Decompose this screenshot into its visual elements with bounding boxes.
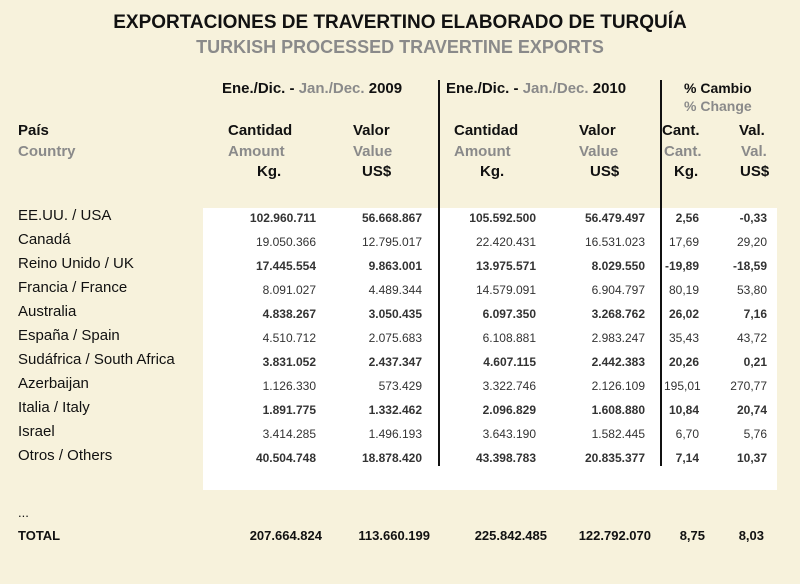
change-val-cell: 43,72 [736, 331, 767, 345]
change-val-cell: 0,21 [743, 355, 767, 369]
qty-2009-cell: 4.838.267 [262, 307, 316, 321]
change-qty-cell: 2,56 [675, 211, 699, 225]
title-spanish: EXPORTACIONES DE TRAVERTINO ELABORADO DE TURQUÍA [113, 12, 687, 33]
val-2009-cell: 2.075.683 [368, 331, 422, 345]
qty-2009-cell: 3.831.052 [262, 355, 316, 369]
val-2009-cell: 9.863.001 [368, 259, 422, 273]
val-2010-header-es: Valor [579, 122, 616, 139]
cval-header-en: Val. [741, 143, 767, 160]
qty-2010-header-es: Cantidad [454, 122, 519, 139]
qty-2010-cell: 6.108.881 [482, 331, 536, 345]
val-2009-cell: 573.429 [378, 379, 422, 393]
data-panel [203, 208, 777, 490]
qty-2009-cell: 19.050.366 [255, 235, 316, 249]
change-qty-cell: 17,69 [668, 235, 699, 249]
qty-2009-cell: 4.510.712 [262, 331, 316, 345]
cqty-unit: Kg. [674, 163, 699, 180]
val-2010-cell: 1.582.445 [591, 427, 645, 441]
period-2010-header [446, 80, 626, 97]
val-2010-cell: 20.835.377 [584, 451, 645, 465]
country-name: Italia / Italy [18, 399, 90, 416]
val-2010-cell: 1.608.880 [591, 403, 645, 417]
val-2010-cell: 2.442.383 [591, 355, 645, 369]
val-2010-cell: 2.983.247 [591, 331, 645, 345]
total-qty-2009: 207.664.824 [249, 528, 322, 543]
period-2010-es: Ene./Dic. - [446, 80, 519, 97]
change-val-cell: 5,76 [743, 427, 767, 441]
val-2010-cell: 3.268.762 [591, 307, 645, 321]
val-2010-cell: 56.479.497 [584, 211, 645, 225]
title-english: TURKISH PROCESSED TRAVERTINE EXPORTS [196, 37, 604, 57]
change-qty-cell: 10,84 [668, 403, 699, 417]
qty-2010-cell: 3.643.190 [482, 427, 536, 441]
qty-2009-cell: 102.960.711 [249, 211, 316, 225]
qty-2010-cell: 6.097.350 [482, 307, 536, 321]
qty-2010-unit: Kg. [480, 163, 505, 180]
val-2009-header-en: Value [353, 143, 393, 160]
val-2009-cell: 18.878.420 [361, 451, 422, 465]
change-val-cell: 20,74 [736, 403, 767, 417]
change-val-cell: 53,80 [736, 283, 767, 297]
total-change-val: 8,03 [738, 528, 764, 543]
qty-2010-cell: 4.607.115 [483, 355, 536, 369]
change-qty-cell: -19,89 [664, 259, 699, 273]
country-name: EE.UU. / USA [18, 207, 112, 224]
val-2010-unit: US$ [590, 163, 620, 180]
qty-2010-header-en: Amount [454, 143, 511, 160]
val-2009-cell: 4.489.344 [368, 283, 422, 297]
qty-2009-cell: 3.414.285 [262, 427, 316, 441]
period-2009-es: Ene./Dic. - [222, 80, 295, 97]
qty-2009-unit: Kg. [257, 163, 282, 180]
country-name: Sudáfrica / South Africa [18, 351, 175, 368]
qty-2009-cell: 40.504.748 [255, 451, 316, 465]
change-qty-cell: 195,01 [664, 379, 701, 393]
qty-2009-cell: 1.891.775 [262, 403, 316, 417]
val-2009-header-es: Valor [353, 122, 390, 139]
country-name: Australia [18, 303, 77, 320]
qty-2010-cell: 3.322.746 [482, 379, 536, 393]
qty-2010-cell: 43.398.783 [475, 451, 536, 465]
val-2009-cell: 3.050.435 [368, 307, 422, 321]
qty-2009-header-en: Amount [228, 143, 285, 160]
qty-2010-cell: 13.975.571 [475, 259, 536, 273]
total-label: TOTAL [18, 528, 61, 543]
val-2010-cell: 2.126.109 [591, 379, 645, 393]
val-2009-cell: 1.332.462 [368, 403, 422, 417]
change-qty-cell: 7,14 [675, 451, 699, 465]
country-name: España / Spain [18, 327, 120, 344]
change-qty-cell: 80,19 [668, 283, 699, 297]
change-val-cell: -18,59 [732, 259, 767, 273]
total-change-qty: 8,75 [679, 528, 705, 543]
val-2009-unit: US$ [362, 163, 392, 180]
qty-2009-cell: 17.445.554 [255, 259, 316, 273]
val-2009-cell: 56.668.867 [361, 211, 422, 225]
total-qty-2010: 225.842.485 [474, 528, 547, 543]
cval-unit: US$ [740, 163, 770, 180]
val-2009-cell: 2.437.347 [368, 355, 422, 369]
change-val-cell: 10,37 [736, 451, 767, 465]
change-val-cell: 29,20 [736, 235, 767, 249]
val-2010-cell: 16.531.023 [584, 235, 645, 249]
total-val-2010: 122.792.070 [578, 528, 651, 543]
change-qty-cell: 35,43 [668, 331, 699, 345]
ellipsis: ... [18, 505, 29, 520]
change-header-es: % Cambio [684, 80, 752, 96]
period-2010-year: 2010 [592, 80, 627, 97]
cval-header-es: Val. [739, 122, 765, 139]
period-2010-en: Jan./Dec. [522, 80, 589, 97]
val-2010-cell: 6.904.797 [591, 283, 645, 297]
change-header-en: % Change [684, 98, 752, 114]
qty-2010-cell: 2.096.829 [482, 403, 536, 417]
country-name: Azerbaijan [18, 375, 89, 392]
country-name: Francia / France [18, 279, 128, 296]
period-2009-en: Jan./Dec. [298, 80, 365, 97]
qty-2010-cell: 14.579.091 [475, 283, 536, 297]
val-2009-cell: 12.795.017 [361, 235, 422, 249]
country-name: Israel [18, 423, 55, 440]
val-2009-cell: 1.496.193 [368, 427, 422, 441]
country-name: Reino Unido / UK [18, 255, 134, 272]
change-qty-cell: 26,02 [668, 307, 699, 321]
country-name: Otros / Others [18, 447, 113, 464]
change-val-cell: 270,77 [730, 379, 767, 393]
change-qty-cell: 6,70 [675, 427, 699, 441]
qty-2010-cell: 22.420.431 [475, 235, 536, 249]
val-2010-cell: 8.029.550 [591, 259, 645, 273]
qty-2009-header-es: Cantidad [228, 122, 293, 139]
divider-2009-2010 [438, 80, 440, 466]
country-name: Canadá [18, 231, 71, 248]
total-val-2009: 113.660.199 [358, 528, 430, 543]
period-2009-year: 2009 [368, 80, 403, 97]
period-2009-header [222, 80, 402, 97]
qty-2010-cell: 105.592.500 [469, 211, 536, 225]
change-qty-cell: 20,26 [668, 355, 699, 369]
country-header-es: País [18, 122, 49, 139]
qty-2009-cell: 1.126.330 [262, 379, 316, 393]
change-val-cell: -0,33 [739, 211, 767, 225]
qty-2009-cell: 8.091.027 [262, 283, 316, 297]
val-2010-header-en: Value [579, 143, 619, 160]
cqty-header-es: Cant. [662, 122, 700, 139]
cqty-header-en: Cant. [664, 143, 702, 160]
country-header-en: Country [18, 143, 76, 160]
change-val-cell: 7,16 [743, 307, 767, 321]
